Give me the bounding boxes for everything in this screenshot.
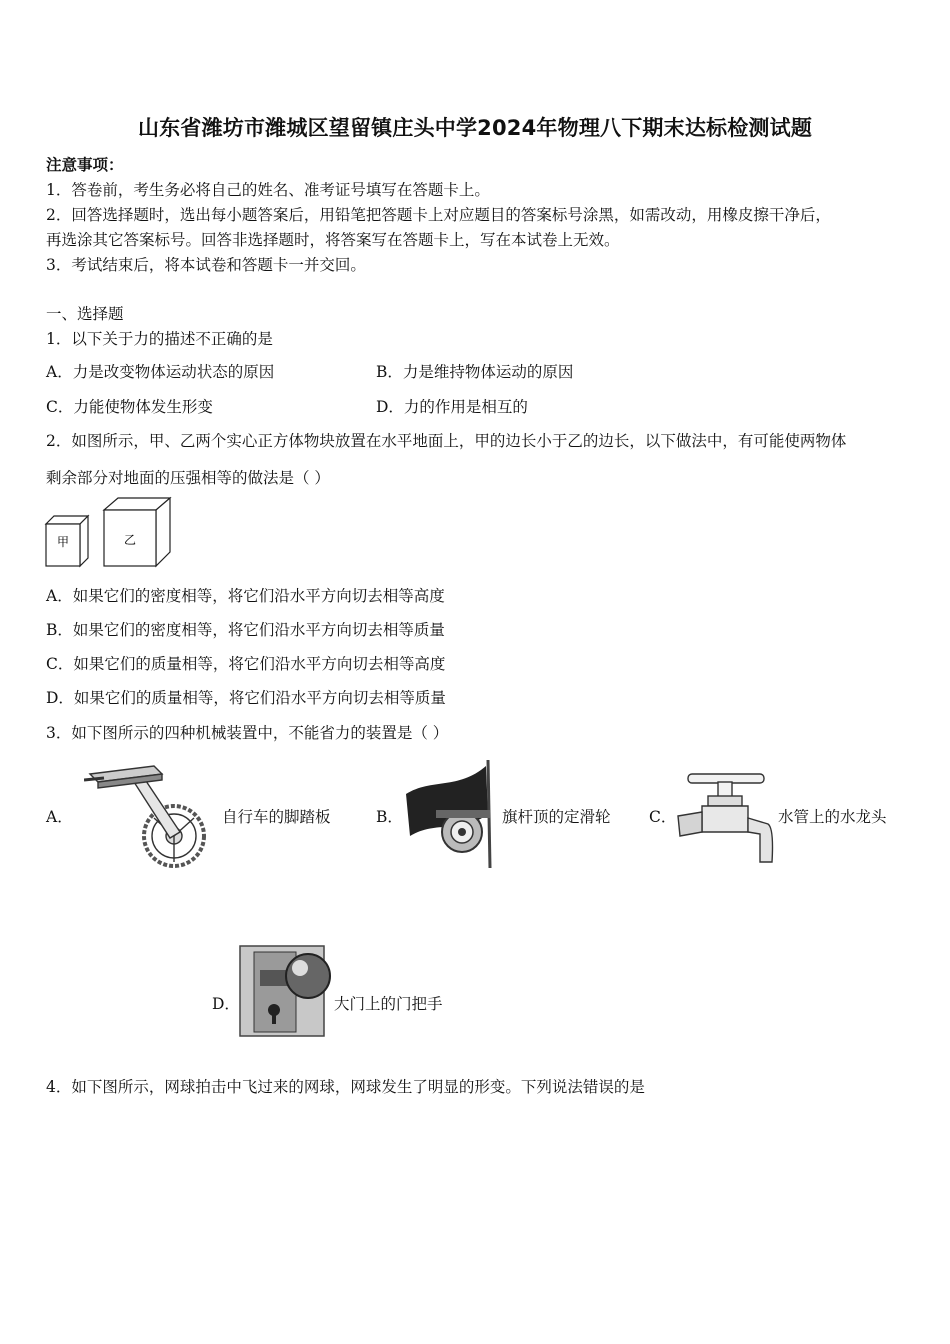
option-c: C．如果它们的质量相等，将它们沿水平方向切去相等高度 [46,655,446,673]
question-stem: 4．如下图所示，网球拍击中飞过来的网球，网球发生了明显的形变。下列说法错误的是 [46,1078,645,1096]
cubes-figure [44,496,176,568]
option-a-letter: A． [46,808,73,826]
option-a-caption: 自行车的脚踏板 [222,808,331,826]
page-title: 山东省潍坊市潍城区望留镇庄头中学2024年物理八下期末达标检测试题 [137,116,813,140]
option-d-letter: D． [212,995,240,1013]
faucet-figure [674,768,778,864]
option-c-letter: C． [649,808,677,826]
section-heading: 一、选择题 [46,305,124,323]
note-item: 2．回答选择题时，选出每小题答案后，用铅笔把答题卡上对应题目的答案标号涂黑，如需改动，用橡皮擦干净后， [46,206,831,224]
option-d: D．力的作用是相互的 [376,398,528,416]
flagpole-pulley-figure [402,760,500,868]
option-b: B．如果它们的密度相等，将它们沿水平方向切去相等质量 [46,621,445,639]
option-a: A．力是改变物体运动状态的原因 [46,363,275,381]
option-d-caption: 大门上的门把手 [334,995,443,1013]
bicycle-pedal-figure [84,762,218,870]
cube-large [104,498,170,566]
option-c-caption: 水管上的水龙头 [778,808,887,826]
question-stem: 2．如图所示，甲、乙两个实心正方体物块放置在水平地面上，甲的边长小于乙的边长，以下做法中，有可能使两物体 [46,432,847,450]
option-d: D．如果它们的质量相等，将它们沿水平方向切去相等质量 [46,689,446,707]
note-item: 1．答卷前，考生务必将自己的姓名、准考证号填写在答题卡上。 [46,181,490,199]
note-item: 3．考试结束后，将本试卷和答题卡一并交回。 [46,256,366,274]
question-stem: 3．如下图所示的四种机械装置中，不能省力的装置是（ ） [46,724,449,742]
door-knob-figure [238,944,332,1038]
question-stem: 1．以下关于力的描述不正确的是 [46,330,273,348]
notes-heading: 注意事项： [46,155,124,174]
option-b-letter: B． [376,808,403,826]
option-b-caption: 旗杆顶的定滑轮 [502,808,611,826]
option-b: B．力是维持物体运动的原因 [376,363,574,381]
option-a: A．如果它们的密度相等，将它们沿水平方向切去相等高度 [46,587,445,605]
cube-large-label: 乙 [123,533,137,547]
note-item: 再选涂其它答案标号。回答非选择题时，将答案写在答题卡上，写在本试卷上无效。 [46,231,620,249]
cube-small-label: 甲 [56,535,70,549]
question-stem: 剩余部分对地面的压强相等的做法是（ ） [46,469,330,487]
option-c: C．力能使物体发生形变 [46,398,213,416]
